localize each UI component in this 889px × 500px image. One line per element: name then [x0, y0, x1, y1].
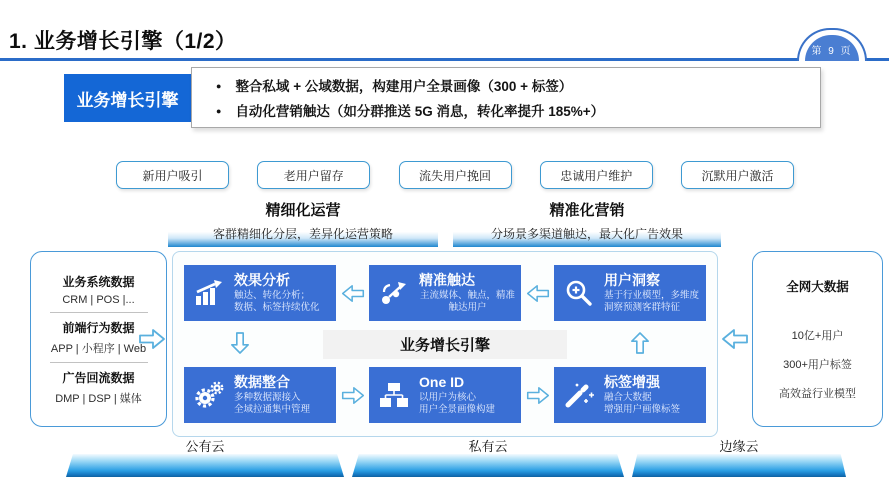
cloud-label-private: 私有云	[468, 439, 508, 454]
arrow-right-icon	[336, 386, 369, 405]
data-group-title: 前端行为数据	[62, 320, 135, 335]
section-title: 精细化运营	[265, 202, 341, 219]
engine-box-text	[419, 374, 516, 417]
arrow-down-icon	[230, 331, 250, 360]
engine-box-title: 数据整合	[234, 373, 290, 390]
engine-box-desc: 以用户为核心	[419, 391, 477, 403]
divider	[50, 312, 148, 313]
growth-engine-panel	[172, 251, 718, 437]
engine-box-desc: 触达、转化分析；	[234, 289, 311, 301]
engine-box-title: 标签增强	[604, 373, 660, 390]
section-precise-marketing	[453, 199, 721, 247]
divider	[50, 362, 148, 363]
engine-box-desc: 融合大数据	[604, 391, 652, 403]
stage-button-loyalty[interactable]: 忠诚用户维护	[540, 161, 653, 189]
engine-box-title: 效果分析	[234, 271, 290, 288]
engine-middle-band	[184, 329, 706, 359]
big-data-title: 全网大数据	[786, 280, 849, 294]
bar-chart-growth-icon	[188, 279, 230, 307]
engine-box-text	[234, 374, 331, 417]
header-bullet-1: ● 整合私域 + 公域数据，构建用户全景画像（300 + 标签）	[206, 75, 820, 95]
big-data-panel	[752, 251, 883, 427]
arrow-right-icon	[138, 328, 166, 355]
arrow-right-icon	[521, 386, 554, 405]
user-stage-row	[116, 161, 794, 189]
cloud-platform-edge	[632, 454, 846, 477]
engine-box-desc: 用户全景画像构建	[419, 404, 496, 416]
cloud-platform-public	[66, 454, 344, 477]
magnifier-plus-icon	[558, 278, 600, 308]
cloud-label-edge: 边缘云	[719, 439, 759, 454]
engine-box-desc: 增强用户画像标签	[604, 404, 681, 416]
data-group-title: 广告回流数据	[62, 370, 135, 385]
engine-box-title: One ID	[419, 373, 465, 390]
section-desc-bar: 客群精细化分层，差异化运营策略	[168, 224, 438, 247]
arrow-up-icon	[630, 331, 650, 360]
engine-box-data-integration	[184, 367, 336, 423]
big-data-item: 10亿+用户	[791, 330, 844, 342]
page-number-badge	[797, 28, 867, 61]
engine-box-text	[419, 272, 516, 315]
section-title: 精准化营销	[549, 202, 625, 219]
share-touch-icon	[373, 279, 415, 307]
engine-box-desc: 多种数据源接入	[234, 391, 301, 403]
engine-box-title: 精准触达	[419, 271, 475, 288]
engine-top-row	[184, 265, 706, 321]
big-data-items	[753, 327, 882, 401]
engine-bottom-row	[184, 367, 706, 423]
stage-button-new-user[interactable]: 新用户吸引	[116, 161, 229, 189]
engine-box-desc: 全域拉通集中管理	[234, 404, 311, 416]
engine-box-text	[604, 272, 701, 315]
engine-box-precise-reach	[369, 265, 521, 321]
org-hierarchy-icon	[373, 382, 415, 408]
section-desc-bar: 分场景多渠道触达，最大化广告效果	[453, 224, 721, 247]
data-group-items: CRM | POS |...	[62, 293, 135, 306]
engine-box-text	[234, 272, 331, 315]
stage-button-churn-winback[interactable]: 流失用户挽回	[399, 161, 512, 189]
header-engine-label: 业务增长引擎	[64, 74, 191, 122]
stage-button-retention[interactable]: 老用户留存	[257, 161, 370, 189]
engine-box-effect-analysis	[184, 265, 336, 321]
engine-box-desc: 主流媒体、触点，精准触达用户	[419, 289, 515, 314]
header-bullet-box	[191, 67, 821, 128]
engine-center-label: 业务增长引擎	[323, 330, 567, 359]
arrow-left-icon	[721, 328, 749, 355]
data-group-items: DMP | DSP | 媒体	[55, 392, 142, 405]
cloud-platform-private	[352, 454, 624, 477]
arrow-left-icon	[521, 284, 554, 303]
arrow-left-icon	[336, 284, 369, 303]
section-refined-operation	[168, 199, 438, 247]
data-group-title: 业务系统数据	[62, 274, 135, 289]
page-number-label: 第 9 页	[805, 35, 859, 61]
engine-box-desc: 数据、标签持续优化	[234, 302, 320, 314]
header-bullet-2: ● 自动化营销触达（如分群推送 5G 消息，转化率提升 185%+）	[206, 100, 820, 120]
cloud-label-public: 公有云	[185, 439, 225, 454]
engine-box-one-id	[369, 367, 521, 423]
engine-box-tag-enhancement	[554, 367, 706, 423]
gears-icon	[188, 381, 230, 409]
data-group-items: APP | 小程序 | Web	[50, 342, 147, 355]
engine-box-desc: 基于行业模型，多维度洞察预测客群特征	[604, 289, 700, 314]
engine-box-text	[604, 374, 701, 417]
engine-box-title: 用户洞察	[604, 271, 660, 288]
stage-button-dormant[interactable]: 沉默用户激活	[681, 161, 794, 189]
page-title: 1. 业务增长引擎（1/2）	[9, 30, 237, 53]
big-data-item: 300+用户标签	[783, 359, 852, 371]
magic-wand-icon	[558, 381, 600, 409]
title-rule	[0, 58, 889, 61]
engine-box-user-insight	[554, 265, 706, 321]
big-data-item: 高效益行业模型	[779, 388, 856, 400]
